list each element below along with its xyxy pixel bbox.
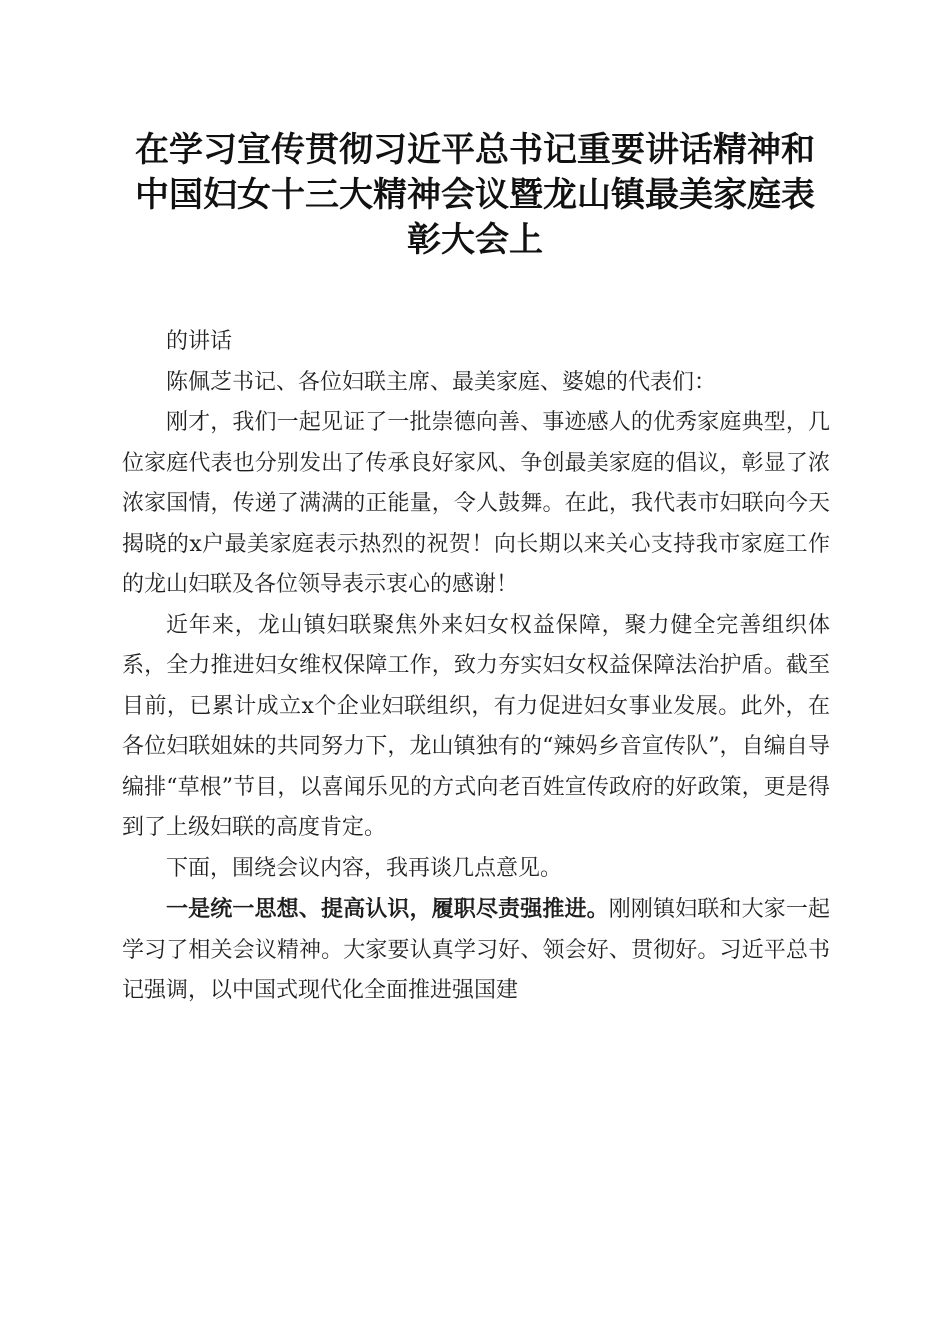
paragraph-lead: 一是统一思想、提高认识，履职尽责强推进。 <box>166 896 609 922</box>
document-title <box>100 128 850 263</box>
paragraph-text: 近年来，龙山镇妇联聚焦外来妇女权益保障，聚力健全完善组织体系，全力推进妇女维权保障工作，致力夯实妇女权益保障法治护盾。截至目前，已累计成立x个企业妇联组织，有力促进妇女事业发展。此外，在各位妇联姐妹的共同努力下，龙山镇独有的“辣妈乡音宣传队”，自编自导编排“草根”节目，以喜闻乐见的方式向老百姓宣传政府的好政策，更是得到了上级妇联的高度肯定。 <box>122 612 830 840</box>
salutation-paragraph <box>122 363 830 404</box>
title-line: 在学习宣传贯彻习近平总书记重要讲话精神和 <box>135 130 815 170</box>
subtitle-paragraph <box>122 322 830 363</box>
paragraph-text: 刚才，我们一起见证了一批崇德向善、事迹感人的优秀家庭典型，几位家庭代表也分别发出了传承良好家风、争创最美家庭的倡议，彰显了浓浓家国情，传递了满满的正能量，令人鼓舞。在此，我代表市妇联向今天揭晓的x户最美家庭表示热烈的祝贺！向长期以来关心支持我市家庭工作的龙山妇联及各位领导表示衷心的感谢！ <box>122 410 830 597</box>
body-paragraph <box>122 606 830 849</box>
body-paragraph <box>122 889 830 1012</box>
title-line: 中国妇女十三大精神会议暨龙山镇最美家庭表 <box>135 175 815 215</box>
body-paragraph <box>122 849 830 890</box>
paragraph-text: 的讲话 <box>166 329 233 354</box>
paragraph-text: 刚刚镇妇联和大家一起学习了相关会议精神。大家要认真学习好、领会好、贯彻好。习近平总书记强调，以中国式现代化全面推进强国建 <box>122 897 830 1003</box>
body-paragraph <box>122 403 830 606</box>
document-body <box>122 322 830 1012</box>
title-line: 彰大会上 <box>407 220 543 260</box>
paragraph-text: 下面，围绕会议内容，我再谈几点意见。 <box>166 855 563 881</box>
paragraph-text: 陈佩芝书记、各位妇联主席、最美家庭、婆媳的代表们： <box>166 369 717 395</box>
